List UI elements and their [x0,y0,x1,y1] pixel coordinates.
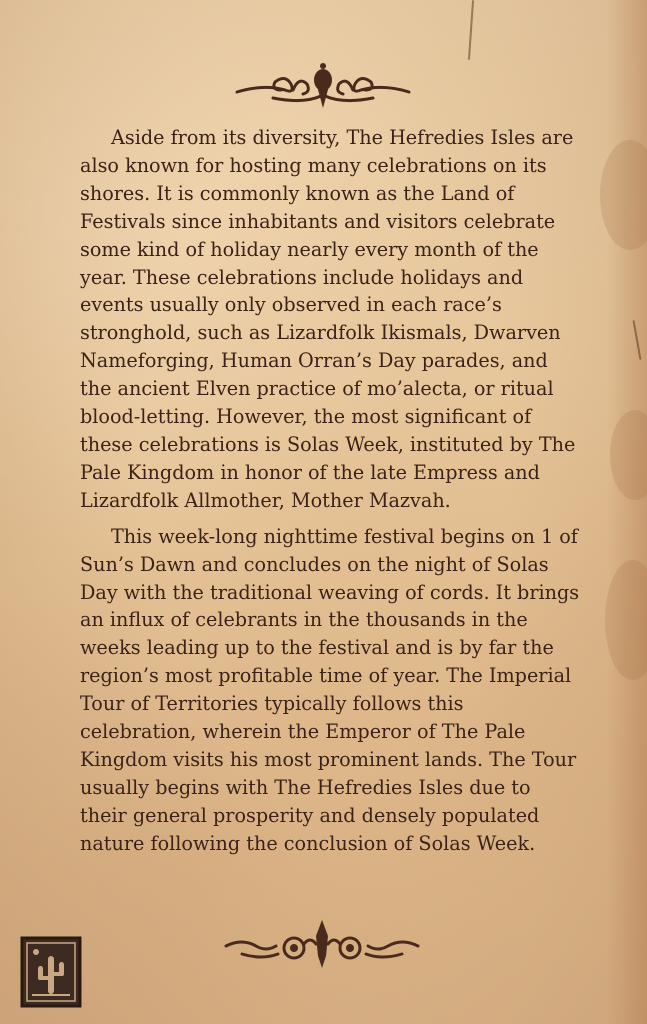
paragraph: Aside from its diversity, The Hefredies Isles are also known for hosting many celebrations on its shores. It is commonly known as the Land of Festivals since inhabitants and visitors celebrate some kind of holiday nearly every month of the year. These celebrations include holidays and events usually only observed in each race’s stronghold, such as Lizardfolk Ikismals, Dwarven Nameforging, Human Orran’s Day parades, and the ancient Elven practice of mo’alecta, or ritual blood-letting. However, the most significant of these celebrations is Solas Week, instituted by The Pale Kingdom in honor of the late Empress and Lizardfolk Allmother, Mother Mazvah. [80,126,576,512]
top-flourish-icon [233,60,413,112]
bottom-flourish-icon [222,916,422,972]
cactus-stamp-icon [20,936,82,1008]
document-body [80,124,580,866]
paper-crack [468,0,474,60]
paragraph: This week-long nighttime festival begins on 1 of Sun’s Dawn and concludes on the night of Solas Day with the traditional weaving of cords. It brings an influx of celebrants in the thousands in the weeks leading up to the festival and is by far the region’s most profitable time of year. The Imperial Tour of Territories typically follows this celebration, wherein the Emperor of The Pale Kingdom visits his most prominent lands. The Tour usually begins with The Hefredies Isles due to their general prosperity and densely populated nature following the conclusion of Solas Week. [80,524,580,855]
